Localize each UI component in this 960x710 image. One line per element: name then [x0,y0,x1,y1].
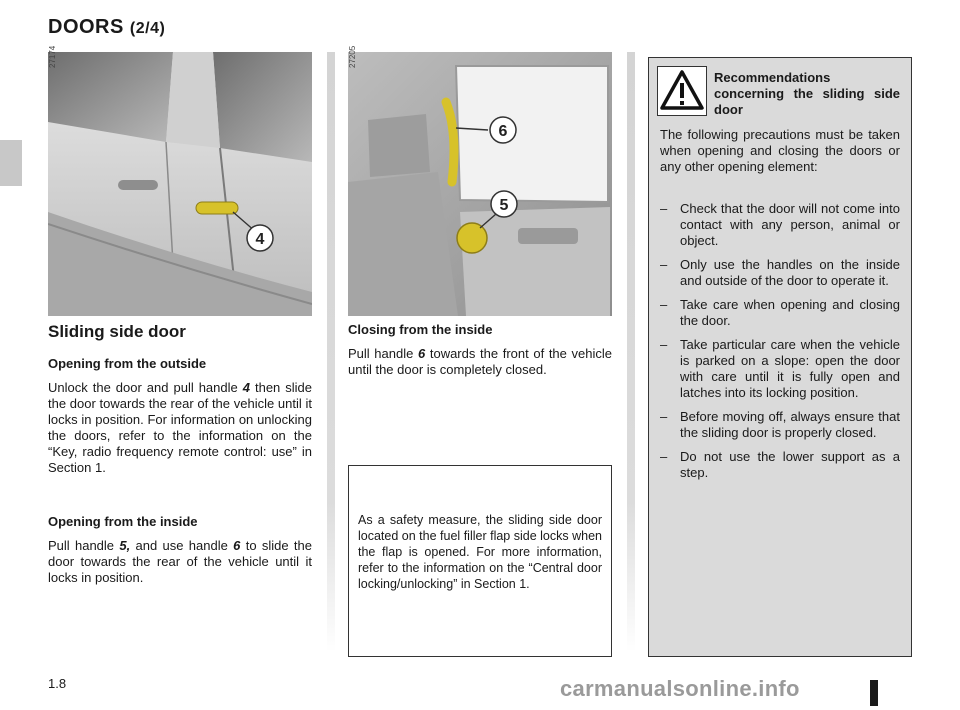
warning-item: – Do not use the lower support as a step. [660,449,900,481]
handle-ref-4: 4 [242,380,250,395]
subheading-opening-outside: Opening from the outside [48,356,207,371]
warning-intro: The following precautions must be taken when opening and closing the doors or any other opening element: [660,127,900,174]
title-part: (2/4) [129,20,166,37]
section-heading-sliding-door: Sliding side door [48,322,186,341]
watermark: carmanualsonline.info [560,676,800,701]
warning-item: – Check that the door will not come into contact with any person, animal or object. [660,201,900,249]
corner-mark [870,680,878,706]
safety-note-text: As a safety measure, the sliding side door located on the fuel filler flap side locks when the flap is opened. For more information, refer to the information on the “Central door locking/unlocking” in Section 1. [358,513,602,591]
title-text: DOORS [48,16,124,38]
warning-triangle-icon [657,66,707,116]
warning-list [660,201,900,489]
warning-item: – Only use the handles on the inside and outside of the door to operate it. [660,257,900,289]
figure-outside-handle [48,52,312,316]
page-title [48,16,165,39]
section-tab [0,140,22,186]
callout-6: 6 [498,123,508,140]
warning-item: – Take particular care when the vehicle is parked on a slope: open the door with care until it is fully open and latches into its locking position. [660,337,900,401]
figure-ref-middle: 27205 [348,45,357,68]
figure-inside-handle [348,52,612,316]
callout-5: 5 [499,197,509,214]
paragraph-opening-outside: Unlock the door and pull handle 4 then slide the door towards the rear of the vehicle until it locks in position. For information on unlocking the doors, refer to the information on the “Key, radio frequency remote control: use” in Section 1. [48,380,313,475]
paragraph-opening-inside: Pull handle 5, and use handle 6 to slide the door towards the rear of the vehicle until it locks in position. [48,538,312,585]
column-divider-left [327,52,335,652]
warning-title: Recommendations concerning the sliding side door [714,70,900,117]
callout-4: 4 [255,231,265,248]
subheading-opening-inside: Opening from the inside [48,514,198,529]
subheading-closing-inside: Closing from the inside [348,322,493,337]
page-number: 1.8 [48,676,67,691]
handle-ref-6-closing: 6 [417,346,426,361]
warning-item: – Take care when opening and closing the door. [660,297,900,329]
paragraph-closing-inside: Pull handle 6 towards the front of the vehicle until the door is completely closed. [348,346,612,377]
column-divider-right [627,52,635,652]
handle-ref-6: 6 [233,538,241,553]
figure-ref-left: 27174 [48,45,57,68]
handle-ref-5: 5, [119,538,131,553]
warning-item: – Before moving off, always ensure that the sliding door is properly closed. [660,409,900,441]
